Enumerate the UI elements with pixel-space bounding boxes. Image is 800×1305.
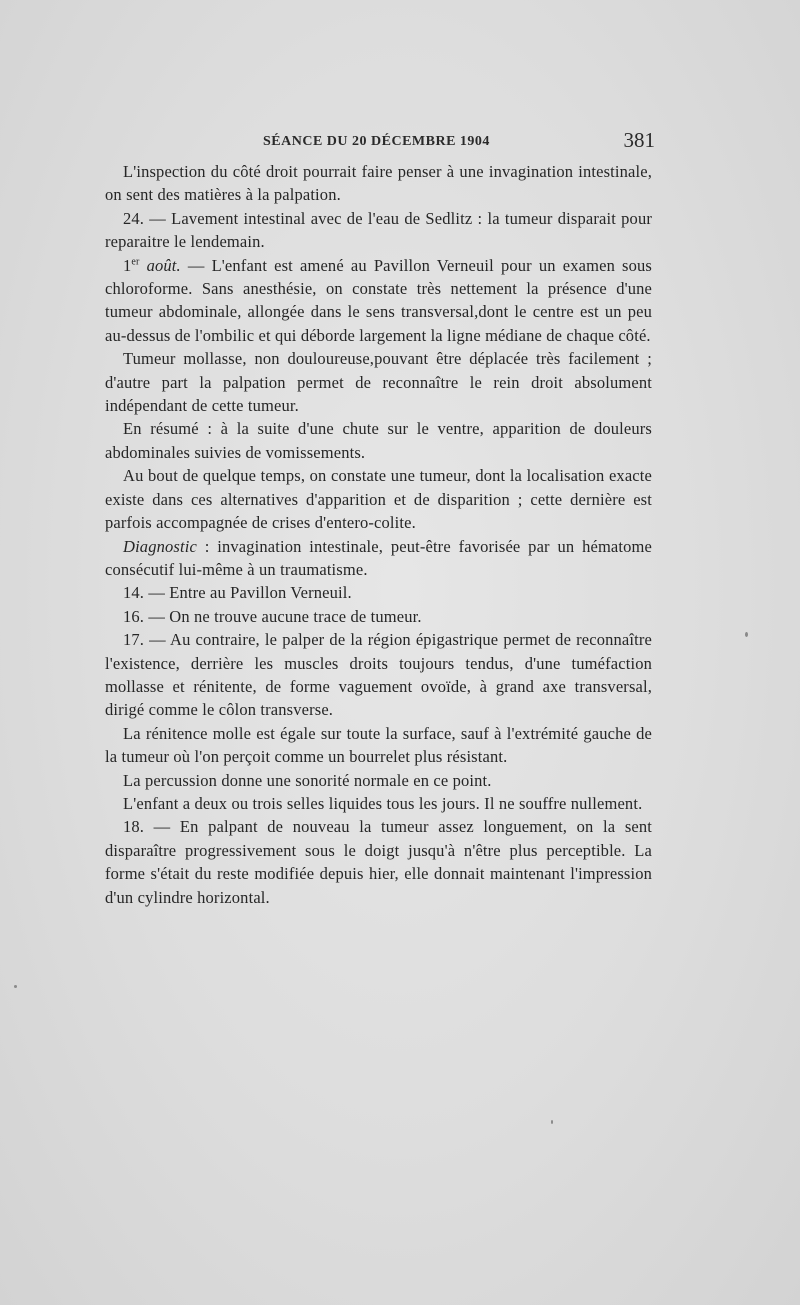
diagnostic-label: Diagnostic: [123, 536, 197, 556]
paragraph-tumeur-mollasse: Tumeur mollasse, non douloureuse,pouvant être déplacée très facilement ; d'autre part la palpation permet de reconnaître le rein droit absolument indépendant de cette tumeur.: [105, 349, 652, 416]
body-text: [105, 160, 652, 909]
page-number: 381: [623, 128, 655, 152]
paragraph-percussion: La percussion donne une sonorité normale en ce point.: [123, 770, 492, 790]
running-head: [105, 128, 655, 158]
date-month: août.: [146, 255, 181, 275]
paragraph-24: 24. — Lavement intestinal avec de l'eau de Sedlitz : la tumeur disparait pour reparaitre le lendemain.: [105, 208, 652, 252]
paper-speck: [14, 985, 17, 988]
running-title: SÉANCE DU 20 DÉCEMBRE 1904: [263, 134, 490, 149]
paragraph-au-bout: Au bout de quelque temps, on constate une tumeur, dont la localisation exacte existe dans ces alternatives d'apparition et de disparition ; cette dernière est parfois accompagnée de crises d'entero-colite.: [105, 466, 652, 533]
paragraph-1er-aout-text: — L'enfant est amené au Pavillon Verneuil pour un examen sous chloroforme. Sans anesthésie, on constate très nettement la présence d'une tumeur abdominale, allongée dans le sens transversal,dont le centre est un peu au-dessus de l'ombilic et qui déborde largement la ligne médiane de chaque côté.: [105, 255, 652, 345]
paragraph-inspection: L'inspection du côté droit pourrait faire penser à une invagination intestinale, on sent des matières à la palpation.: [105, 162, 652, 205]
paragraph-17: 17. — Au contraire, le palper de la région épigastrique permet de reconnaître l'existence, derrière les muscles droits toujours tendus, d'une tuméfaction mollasse et rénitente, de forme vaguement ovoïde, à grand axe transversal, dirigé comme le côlon transverse.: [105, 630, 652, 720]
date-day: 1: [123, 255, 132, 275]
paragraph-16: 16. — On ne trouve aucune trace de tumeur.: [123, 606, 422, 626]
paragraph-18: 18. — En palpant de nouveau la tumeur assez longuement, on la sent disparaître progressivement sous le doigt jusqu'à n'être plus perceptible. La forme s'était du reste modifiée depuis hier, elle donnait maintenant l'impression d'un cylindre horizontal.: [105, 817, 652, 907]
paragraph-en-resume: En résumé : à la suite d'une chute sur le ventre, apparition de douleurs abdominales suivies de vomissements.: [105, 419, 652, 462]
diagnostic-text: : invagination intestinale, peut-être favorisée par un hématome consécutif lui-même à un traumatisme.: [105, 536, 652, 579]
paragraph-diagnostic: [105, 535, 652, 582]
paper-speck: [551, 1120, 553, 1124]
date-superscript: er: [131, 256, 140, 268]
paragraph-1er-aout: [105, 254, 652, 348]
paragraph-14: 14. — Entre au Pavillon Verneuil.: [123, 583, 352, 603]
paragraph-selles: L'enfant a deux ou trois selles liquides tous les jours. Il ne souffre nullement.: [123, 793, 643, 813]
paper-speck: [745, 632, 748, 637]
paragraph-renitence: La rénitence molle est égale sur toute la surface, sauf à l'extrémité gauche de la tumeur où l'on perçoit comme un bourrelet plus résistant.: [105, 723, 652, 767]
